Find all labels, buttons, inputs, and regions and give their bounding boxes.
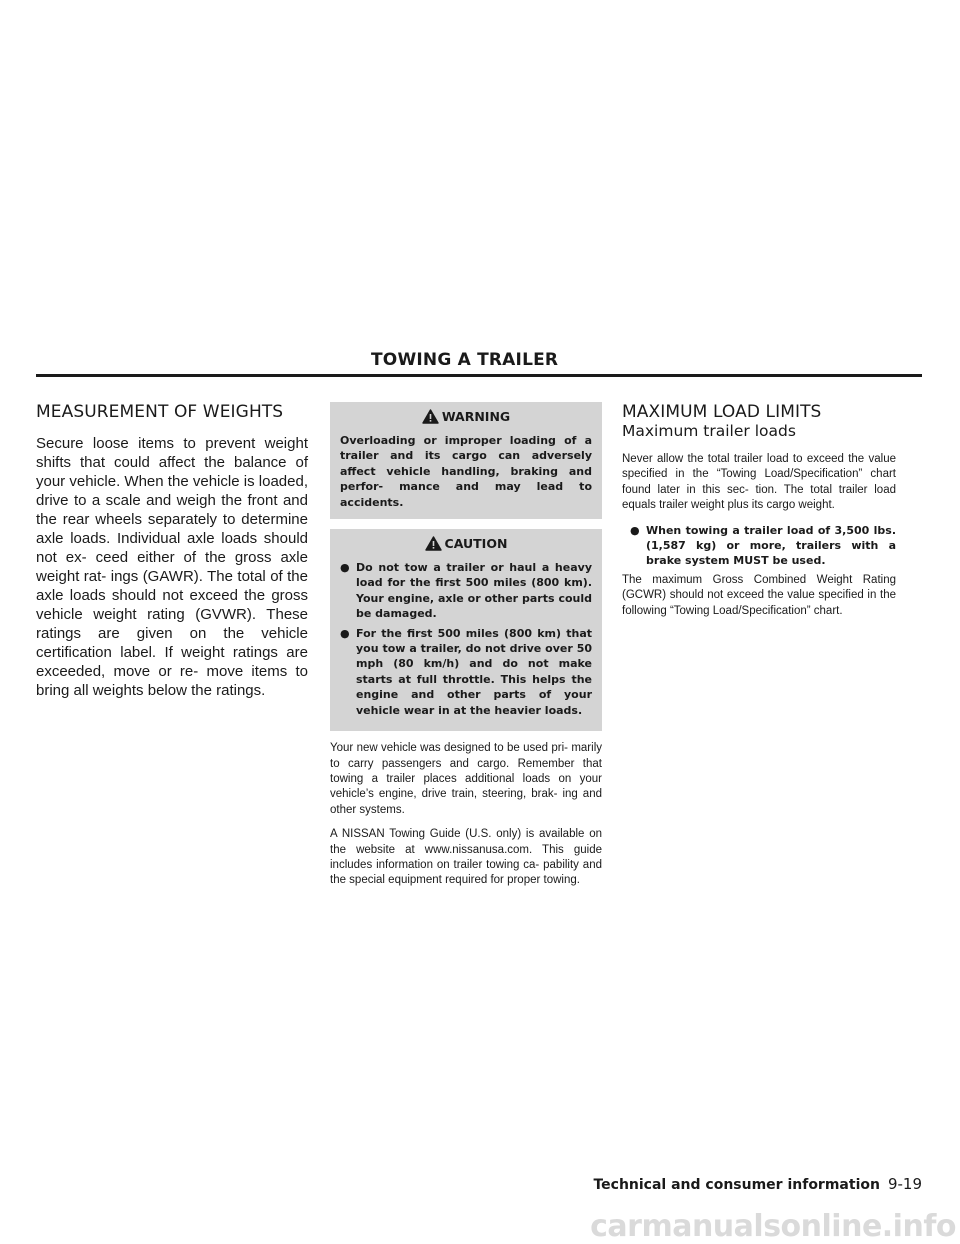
- measurement-paragraph: Secure loose items to prevent weight shifts that could affect the balance of your vehicle. When the vehicle is loaded, drive to a scale and weigh the front and the rear wheels separately to determine axle loads. Individual axle loads should not ex- ceed either of the gross axle weight rat- ings (GAWR). The total of the axle loads should not exceed the gross vehicle weight rating (GVWR). These ratings are given on the vehicle certification label. If weight ratings are exceeded, move or re- move items to bring all weights below the ratings.: [36, 435, 308, 699]
- bullet-icon: ●: [340, 561, 350, 575]
- trailer-load-paragraph: Never allow the total trailer load to exceed the value specified in the “Towing Load/Specification” chart found later in this sec- tion. The total trailer load equals trailer weight plus its cargo weight.: [622, 453, 896, 512]
- section-title: TOWING A TRAILER: [371, 350, 559, 370]
- towing-paragraph-2: A NISSAN Towing Guide (U.S. only) is available on the website at www.nissanusa.com. This guide includes information on trailer towing ca- pability and the special equipment required for proper towing.: [330, 828, 602, 887]
- section-divider: [36, 374, 922, 377]
- towing-paragraph-1: Your new vehicle was designed to be used pri- marily to carry passengers and cargo. Remember that towing a trailer places additional loads on your vehicle’s engine, drive train, steering, brak- ing and other systems.: [330, 742, 602, 816]
- max-load-heading: MAXIMUM LOAD LIMITS: [622, 402, 822, 422]
- caution-item-text: Do not tow a trailer or haul a heavy load for the first 500 miles (800 km). Your engine, axle or other parts could be damaged.: [356, 561, 592, 621]
- warning-title-row: [340, 409, 592, 424]
- brake-system-text: When towing a trailer load of 3,500 lbs. (1,587 kg) or more, trailers with a brake system MUST be used.: [646, 523, 896, 568]
- caution-item: [340, 626, 592, 718]
- gcwr-paragraph: The maximum Gross Combined Weight Rating (GCWR) should not exceed the value specified in the following “Towing Load/Specification” chart.: [622, 573, 896, 617]
- warning-title: WARNING: [441, 409, 511, 424]
- warning-box: [330, 402, 602, 519]
- caution-box: [330, 529, 602, 731]
- caution-item-text: For the first 500 miles (800 km) that you tow a trailer, do not drive over 50 mph (80 km/h) and do not make starts at full throttle. This helps the engine and other parts of your vehicle wear in at the heavier loads.: [356, 626, 592, 717]
- page-number: 9-19: [887, 1175, 922, 1193]
- right-column: [622, 402, 896, 628]
- warning-triangle-icon: [422, 409, 439, 424]
- brake-system-item: [630, 523, 896, 569]
- warning-text: Overloading or improper loading of a trailer and its cargo can adversely affect vehicle handling, braking and perfor- mance and may lead to accidents.: [340, 434, 592, 509]
- caution-title: CAUTION: [444, 536, 508, 552]
- caution-list: [340, 560, 592, 718]
- caution-item: [340, 560, 592, 622]
- page-footer: [593, 1175, 922, 1193]
- max-trailer-loads-subheading: Maximum trailer loads: [622, 422, 796, 440]
- bullet-icon: ●: [630, 523, 640, 537]
- measurement-heading: MEASUREMENT OF WEIGHTS: [36, 402, 284, 422]
- watermark: carmanualsonline.info: [590, 1209, 956, 1244]
- trailer-load-bullets: [622, 523, 896, 569]
- bullet-icon: ●: [340, 626, 350, 640]
- chapter-title: Technical and consumer information: [593, 1177, 880, 1193]
- caution-title-row: [340, 536, 592, 551]
- warning-triangle-icon: [425, 536, 442, 551]
- middle-column: [330, 402, 602, 898]
- left-column: [36, 402, 308, 700]
